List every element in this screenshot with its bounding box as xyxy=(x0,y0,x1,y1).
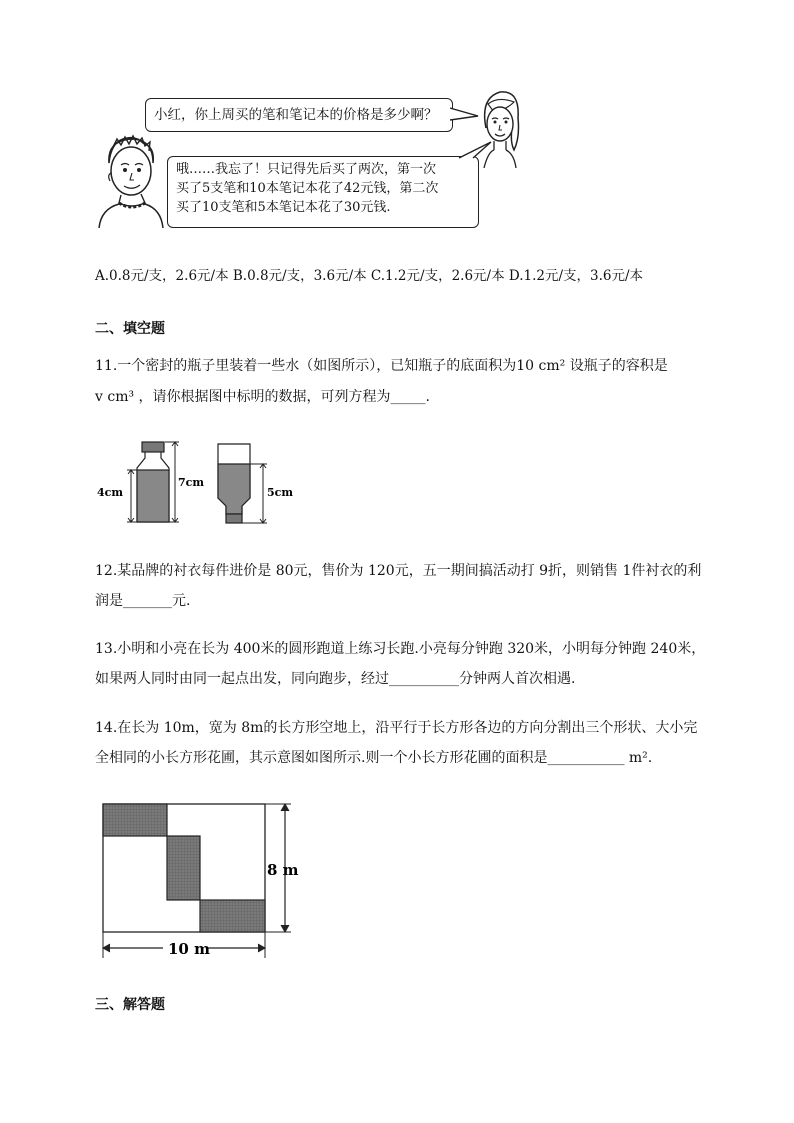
answer-line-1: 哦……我忘了！只记得先后买了两次，第一次 xyxy=(176,162,437,177)
q12-line1: 12.某品牌的衬衣每件进价是 80元，售价为 120元，五一期间搞活动打 9折，则销售 1件衬衣的利 xyxy=(95,563,702,579)
question-text: 小红，你上周买的笔和笔记本的价格是多少啊？ xyxy=(154,107,438,123)
q11-line2: v cm³ ，请你根据图中标明的数据，可列方程为_____. xyxy=(95,389,430,405)
q11-line1: 11.一个密封的瓶子里装着一些水（如图所示），已知瓶子的底面积为10 cm² 设瓶子的容积是 xyxy=(95,358,668,374)
label-10m: 10 m xyxy=(168,940,210,958)
question-bubble-pointer xyxy=(450,104,480,126)
q10-options: A.0.8元/支，2.6元/本 B.0.8元/支，3.6元/本 C.1.2元/支，2.6元/本 D.1.2元/支，3.6元/本 xyxy=(95,268,644,284)
label-4cm: 4cm xyxy=(97,486,123,499)
flowerbed-3 xyxy=(200,900,265,932)
dialog-figure xyxy=(95,88,515,238)
bottle-figure xyxy=(95,440,310,530)
answer-bubble xyxy=(167,156,479,228)
answer-bubble-pointer xyxy=(455,140,495,162)
q13-line2: 如果两人同时由同一起点出发，同向跑步，经过__________分钟两人首次相遇. xyxy=(95,671,576,687)
flowerbed-2 xyxy=(167,836,200,900)
q13-line1: 13.小明和小亮在长为 400米的圆形跑道上练习长跑.小亮每分钟跑 320米，小明每分钟跑 240米， xyxy=(95,641,706,657)
section3-title: 三、解答题 xyxy=(95,997,165,1013)
label-5cm: 5cm xyxy=(267,486,293,499)
bottle2-cap xyxy=(226,514,242,523)
bottle1-water xyxy=(137,470,169,522)
section2-title: 二、填空题 xyxy=(95,321,165,337)
flowerbed-1 xyxy=(103,804,167,836)
label-7cm: 7cm xyxy=(178,476,204,489)
bottle2-water xyxy=(218,464,250,514)
question-bubble xyxy=(145,98,453,132)
answer-line-2: 买了5支笔和10本笔记本花了42元钱，第二次 xyxy=(176,181,439,196)
q12-line2: 润是_______元. xyxy=(95,593,191,609)
answer-line-3: 买了10支笔和5本笔记本花了30元钱. xyxy=(176,200,391,215)
bottle1-cap xyxy=(142,442,164,452)
label-8m: 8 m xyxy=(267,861,299,879)
garden-figure xyxy=(95,798,310,963)
boy-cartoon xyxy=(95,133,165,228)
q14-line1: 14.在长为 10m，宽为 8m的长方形空地上，沿平行于长方形各边的方向分割出三个形状、大小完 xyxy=(95,720,698,736)
q14-line2: 全相同的小长方形花圃，其示意图如图所示.则一个小长方形花圃的面积是___________ m². xyxy=(95,750,653,766)
